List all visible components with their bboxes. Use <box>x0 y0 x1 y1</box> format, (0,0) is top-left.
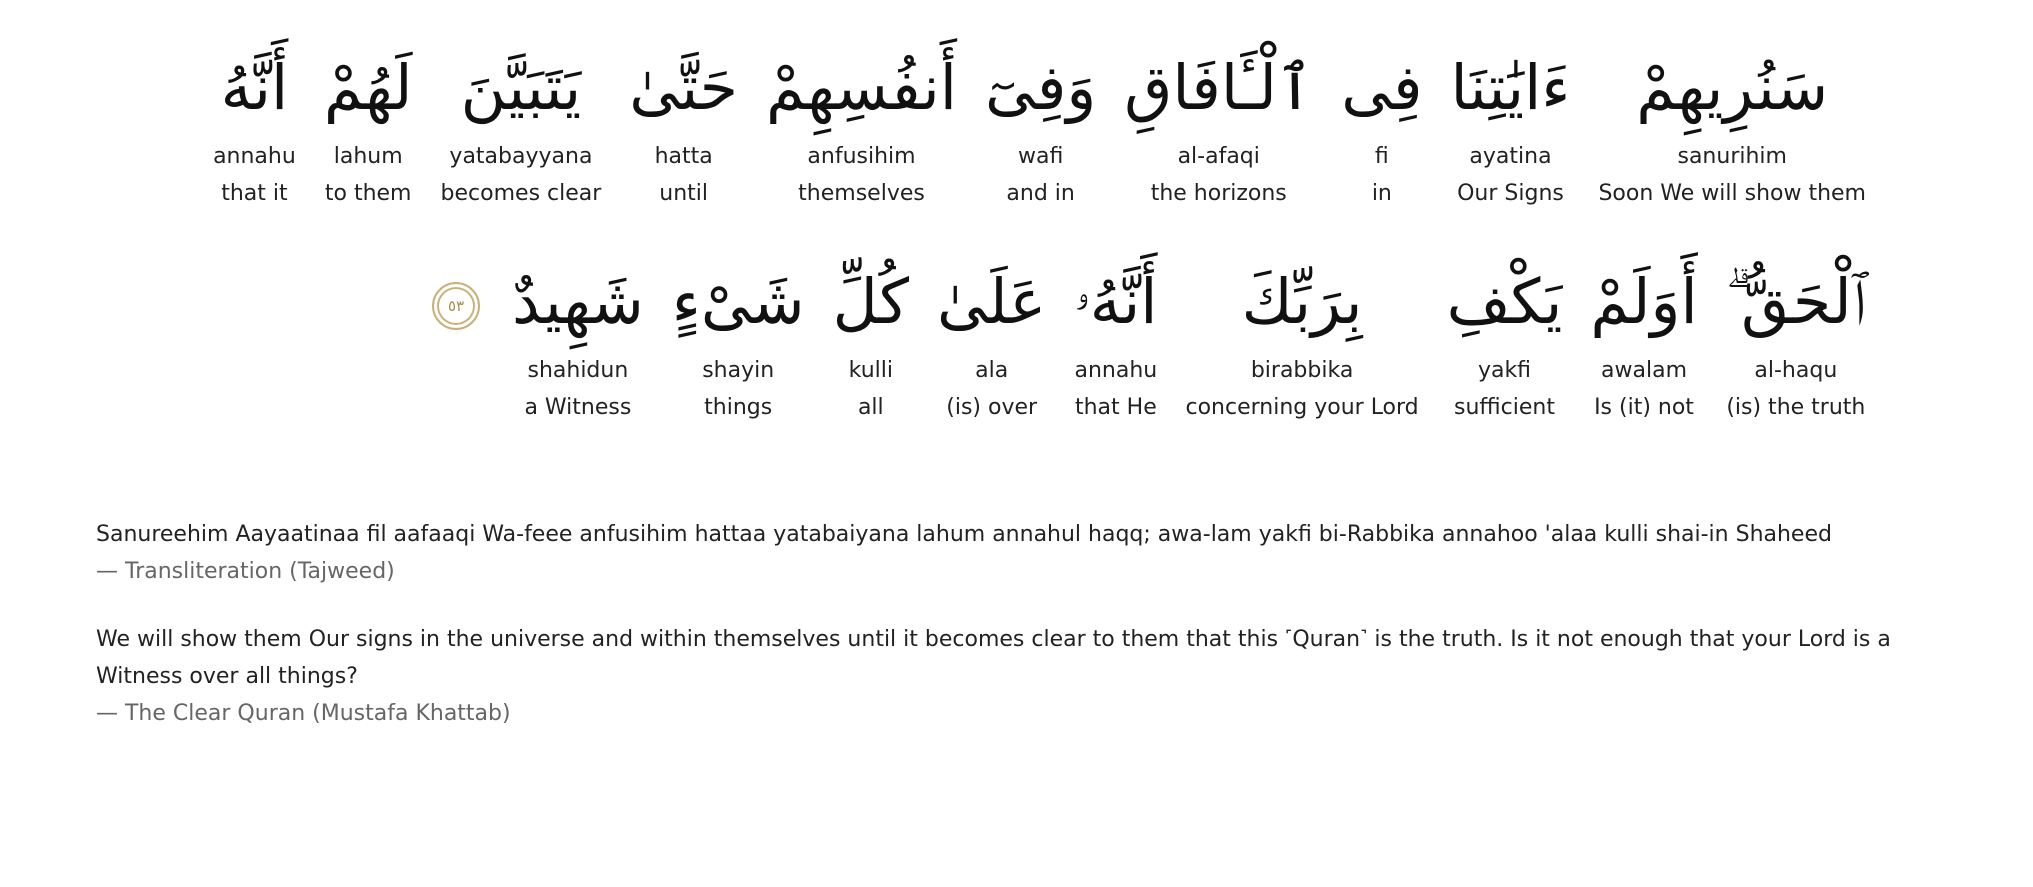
word[interactable] <box>971 38 1110 212</box>
word-meaning: Soon We will show them <box>1598 181 1866 206</box>
word-meaning: in <box>1371 181 1392 206</box>
word-meaning: until <box>659 181 709 206</box>
word[interactable] <box>1060 252 1171 426</box>
word[interactable] <box>1171 252 1432 426</box>
word[interactable] <box>658 252 819 426</box>
word-arabic: شَهِيدٌ <box>512 265 644 338</box>
word-meaning: (is) over <box>946 395 1038 420</box>
word-by-word-row-2 <box>404 252 1880 426</box>
word-meaning: sufficient <box>1454 395 1555 420</box>
word[interactable] <box>752 38 971 212</box>
word-transliteration: annahu <box>1074 358 1158 383</box>
word-transliteration: kulli <box>848 358 893 383</box>
word-arabic: فِى <box>1341 51 1423 124</box>
word-meaning: (is) the truth <box>1726 395 1866 420</box>
word[interactable] <box>615 38 752 212</box>
word[interactable] <box>427 38 616 212</box>
word-transliteration: sanurihim <box>1677 144 1787 169</box>
word-arabic: بِرَبِّكَ <box>1241 265 1363 338</box>
word-arabic: أَنَّهُ <box>220 51 289 124</box>
word-arabic: عَلَىٰ <box>937 265 1047 338</box>
word-arabic: لَهُمْ <box>323 51 413 124</box>
word[interactable] <box>1110 38 1327 212</box>
word-transliteration: shahidun <box>527 358 629 383</box>
word[interactable] <box>310 38 427 212</box>
word-transliteration: birabbika <box>1250 358 1354 383</box>
word-transliteration: ayatina <box>1469 144 1552 169</box>
word-transliteration: lahum <box>333 144 403 169</box>
word-transliteration: shayin <box>702 358 775 383</box>
transliteration-block <box>96 516 1896 590</box>
word-meaning: and in <box>1006 181 1075 206</box>
word-meaning: Is (it) not <box>1594 395 1694 420</box>
word-transliteration: annahu <box>213 144 296 169</box>
word-meaning: the horizons <box>1150 181 1287 206</box>
word-arabic: ٱلْـَٔافَاقِ <box>1124 51 1314 124</box>
word-meaning: Our Signs <box>1457 181 1564 206</box>
word-arabic: أَنفُسِهِمْ <box>766 51 958 124</box>
word-transliteration: al-afaqi <box>1177 144 1260 169</box>
word[interactable] <box>1576 252 1711 426</box>
word[interactable] <box>498 252 658 426</box>
word-meaning: to them <box>324 181 412 206</box>
transliteration-source: — Transliteration (Tajweed) <box>96 559 395 584</box>
ayah-number-marker: ٥٣ <box>432 282 480 330</box>
word-transliteration: yakfi <box>1477 358 1532 383</box>
word-by-word-row-1 <box>199 38 1880 212</box>
word-arabic: ءَايَٰتِنَا <box>1450 51 1571 124</box>
translation-block <box>96 621 1896 732</box>
word[interactable] <box>199 38 310 212</box>
word-meaning: all <box>857 395 884 420</box>
word[interactable] <box>1712 252 1880 426</box>
transliteration-text: Sanureehim Aayaatinaa fil aafaaqi Wa-feee anfusihim hattaa yatabaiyana lahum annahul haqq; awa-lam yakfi bi-Rabbika annahoo 'alaa kulli shai-in Shaheed <box>96 522 1832 547</box>
word-transliteration: awalam <box>1601 358 1687 383</box>
translation-source: — The Clear Quran (Mustafa Khattab) <box>96 701 511 726</box>
word-arabic: شَىْءٍ <box>671 265 805 338</box>
word-transliteration: hatta <box>654 144 713 169</box>
word-arabic: وَفِىٓ <box>985 51 1097 124</box>
word-meaning: things <box>704 395 773 420</box>
word-transliteration: yatabayyana <box>449 144 593 169</box>
word-transliteration: al-haqu <box>1754 358 1838 383</box>
translation-text: We will show them Our signs in the universe and within themselves until it becomes clear to them that this ˹Quran˺ is the truth. Is it not enough that your Lord is a Witness over all things? <box>96 627 1891 689</box>
word-arabic: يَكْفِ <box>1446 265 1563 338</box>
word-meaning: concerning your Lord <box>1185 395 1419 420</box>
word-transliteration: anfusihim <box>807 144 916 169</box>
word[interactable] <box>1437 38 1585 212</box>
word[interactable] <box>819 252 923 426</box>
word-arabic: حَتَّىٰ <box>629 51 739 124</box>
word-meaning: that it <box>221 181 288 206</box>
word-transliteration: fi <box>1374 144 1389 169</box>
word-meaning: themselves <box>798 181 925 206</box>
word-meaning: becomes clear <box>440 181 602 206</box>
word[interactable] <box>1433 252 1577 426</box>
word-arabic: أَنَّهُۥ <box>1074 265 1158 338</box>
word[interactable] <box>1327 38 1436 212</box>
word-arabic: أَوَلَمْ <box>1590 265 1698 338</box>
word-meaning: that He <box>1074 395 1157 420</box>
word-arabic: يَتَبَيَّنَ <box>460 51 582 124</box>
word-arabic: كُلِّ <box>832 265 910 338</box>
word-arabic: سَنُرِيهِمْ <box>1636 51 1829 124</box>
word[interactable] <box>923 252 1060 426</box>
word-arabic: ٱلْحَقُّ ۗ <box>1725 265 1866 338</box>
word-transliteration: ala <box>975 358 1009 383</box>
word-meaning: a Witness <box>524 395 632 420</box>
word[interactable] <box>1584 38 1880 212</box>
word-transliteration: wafi <box>1017 144 1064 169</box>
